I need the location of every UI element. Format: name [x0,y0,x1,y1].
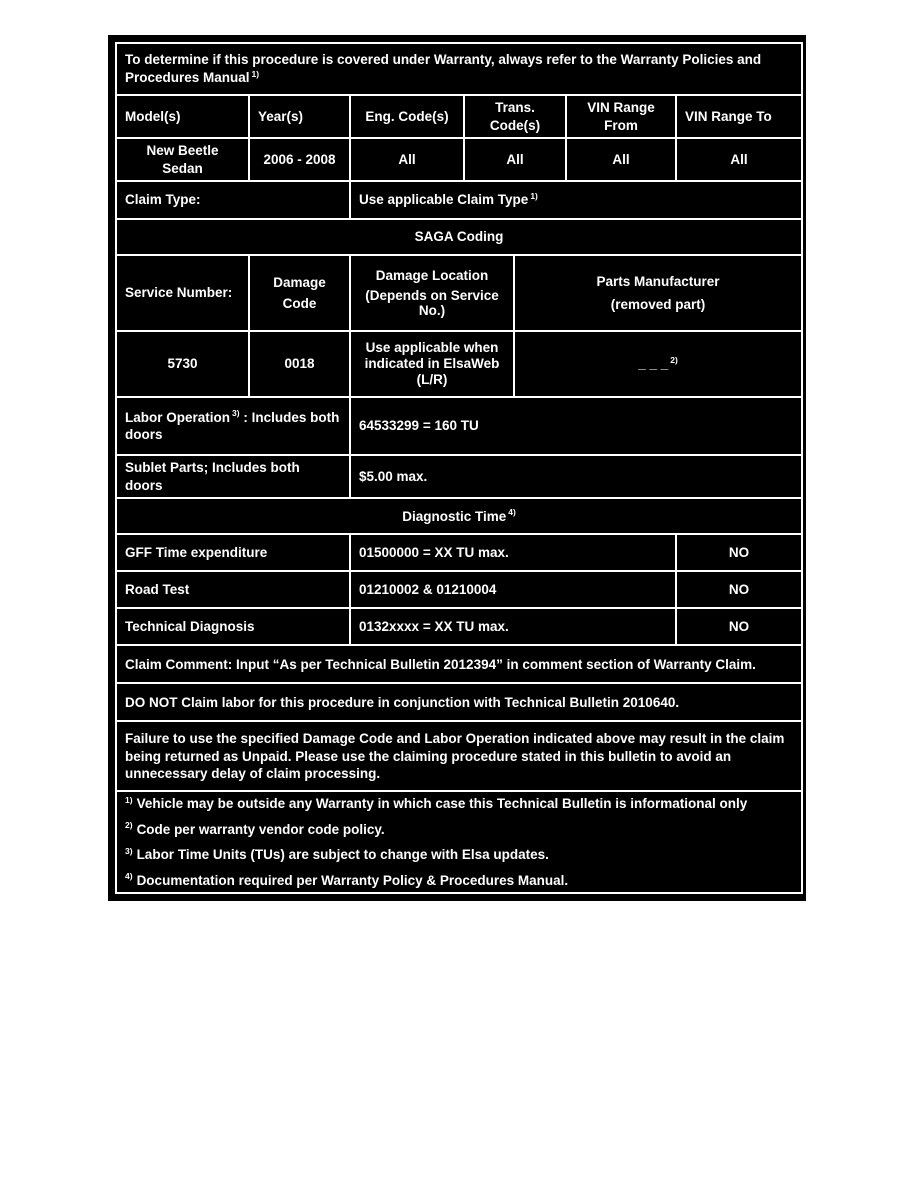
vehicle-header-row [116,95,802,138]
sublet-parts-label: Sublet Parts; Includes both doors [116,455,350,498]
claim-type-label: Claim Type: [116,181,350,219]
technical-diagnosis-value: 0132xxxx = XX TU max. [350,608,676,645]
road-test-row [116,571,802,608]
header-vin-to: VIN Range To [676,95,802,138]
footnote-3 [125,846,793,864]
value-damage-code: 0018 [249,331,350,397]
diagnostic-title [116,498,802,534]
parts-manufacturer-line2: (removed part) [610,297,706,313]
saga-header-row [116,255,802,331]
damage-code-line2: Code [282,295,317,311]
warranty-claim-table [115,42,803,894]
claim-type-row [116,181,802,219]
saga-title-row [116,219,802,255]
footnote-2-text: Code per warranty vendor code policy. [136,821,385,837]
labor-label-text: Labor Operation [125,409,231,425]
header-damage-code [249,255,350,331]
labor-operation-label [116,397,350,455]
footnote-1-text: Vehicle may be outside any Warranty in which case this Technical Bulletin is informational only [136,796,748,812]
value-years: 2006 - 2008 [249,138,350,181]
value-damage-location: Use applicable when indicated in ElsaWeb (L/R) [350,331,514,397]
footnotes-cell [116,791,802,893]
diagnostic-title-row [116,498,802,534]
road-test-label: Road Test [116,571,350,608]
damage-location-line2: (Depends on Service No.) [365,287,499,319]
parts-placeholder: _ _ _ [638,356,669,372]
technical-diagnosis-flag: NO [676,608,802,645]
value-trans-codes: All [464,138,566,181]
labor-label-rest: : Includes both doors [125,409,340,443]
diagnostic-title-text: Diagnostic Time [402,508,507,524]
footnotes-row [116,791,802,893]
road-test-flag: NO [676,571,802,608]
value-vin-from: All [566,138,676,181]
value-service-number: 5730 [116,331,249,397]
intro-text: To determine if this procedure is covered under Warranty, always refer to the Warranty Policies and Procedures Manual [125,52,762,85]
vehicle-data-row [116,138,802,181]
failure-warning-row [116,721,802,791]
header-damage-location [350,255,514,331]
footnote-3-text: Labor Time Units (TUs) are subject to change with Elsa updates. [136,847,549,863]
labor-operation-row [116,397,802,455]
value-parts-manufacturer [514,331,802,397]
saga-data-row [116,331,802,397]
claim-type-value [350,181,802,219]
value-eng-codes: All [350,138,464,181]
header-parts-manufacturer [514,255,802,331]
footnote-3-marker: 3) [125,845,133,856]
intro-cell [116,43,802,95]
footnote-ref-3: 3) [232,408,240,419]
footnote-1-marker: 1) [125,794,133,805]
do-not-claim-row [116,683,802,721]
gff-value: 01500000 = XX TU max. [350,534,676,571]
footnote-ref-2: 2) [670,354,678,365]
gff-label: GFF Time expenditure [116,534,350,571]
footnote-2-marker: 2) [125,820,133,831]
footnote-ref-1: 1) [251,68,260,79]
footnote-4-marker: 4) [125,871,133,882]
technical-diagnosis-row [116,608,802,645]
claim-comment-row [116,645,802,683]
footnote-ref-4: 4) [508,507,516,517]
footnote-4-text: Documentation required per Warranty Policy & Procedures Manual. [136,872,569,888]
claim-comment-text: Claim Comment: Input “As per Technical Bulletin 2012394” in comment section of Warranty Claim. [116,645,802,683]
claim-type-value-text: Use applicable Claim Type [359,192,529,208]
damage-code-line1: Damage [273,275,326,291]
parts-manufacturer-line1: Parts Manufacturer [596,273,720,289]
header-models: Model(s) [116,95,249,138]
header-vin-from: VIN Range From [566,95,676,138]
technical-diagnosis-label: Technical Diagnosis [116,608,350,645]
header-service-number: Service Number: [116,255,249,331]
value-model: New Beetle Sedan [116,138,249,181]
footnote-4 [125,872,793,890]
header-years: Year(s) [249,95,350,138]
gff-flag: NO [676,534,802,571]
footnote-2 [125,821,793,839]
gff-row [116,534,802,571]
intro-row [116,43,802,95]
value-vin-to: All [676,138,802,181]
footnote-1 [125,795,793,813]
footnote-ref-1: 1) [530,190,538,201]
road-test-value: 01210002 & 01210004 [350,571,676,608]
header-trans-codes: Trans. Code(s) [464,95,566,138]
saga-title: SAGA Coding [116,219,802,255]
failure-warning-text: Failure to use the specified Damage Code and Labor Operation indicated above may result in the claim being returned as Unpaid. Please use the claiming procedure stated in this bulletin to avoid an unnecessary delay of claim processing. [116,721,802,791]
sublet-parts-value: $5.00 max. [350,455,802,498]
header-eng-codes: Eng. Code(s) [350,95,464,138]
do-not-claim-text: DO NOT Claim labor for this procedure in conjunction with Technical Bulletin 2010640. [116,683,802,721]
sublet-parts-row [116,455,802,498]
labor-operation-value: 64533299 = 160 TU [350,397,802,455]
warranty-table-frame [108,35,806,901]
damage-location-line1: Damage Location [375,267,489,283]
